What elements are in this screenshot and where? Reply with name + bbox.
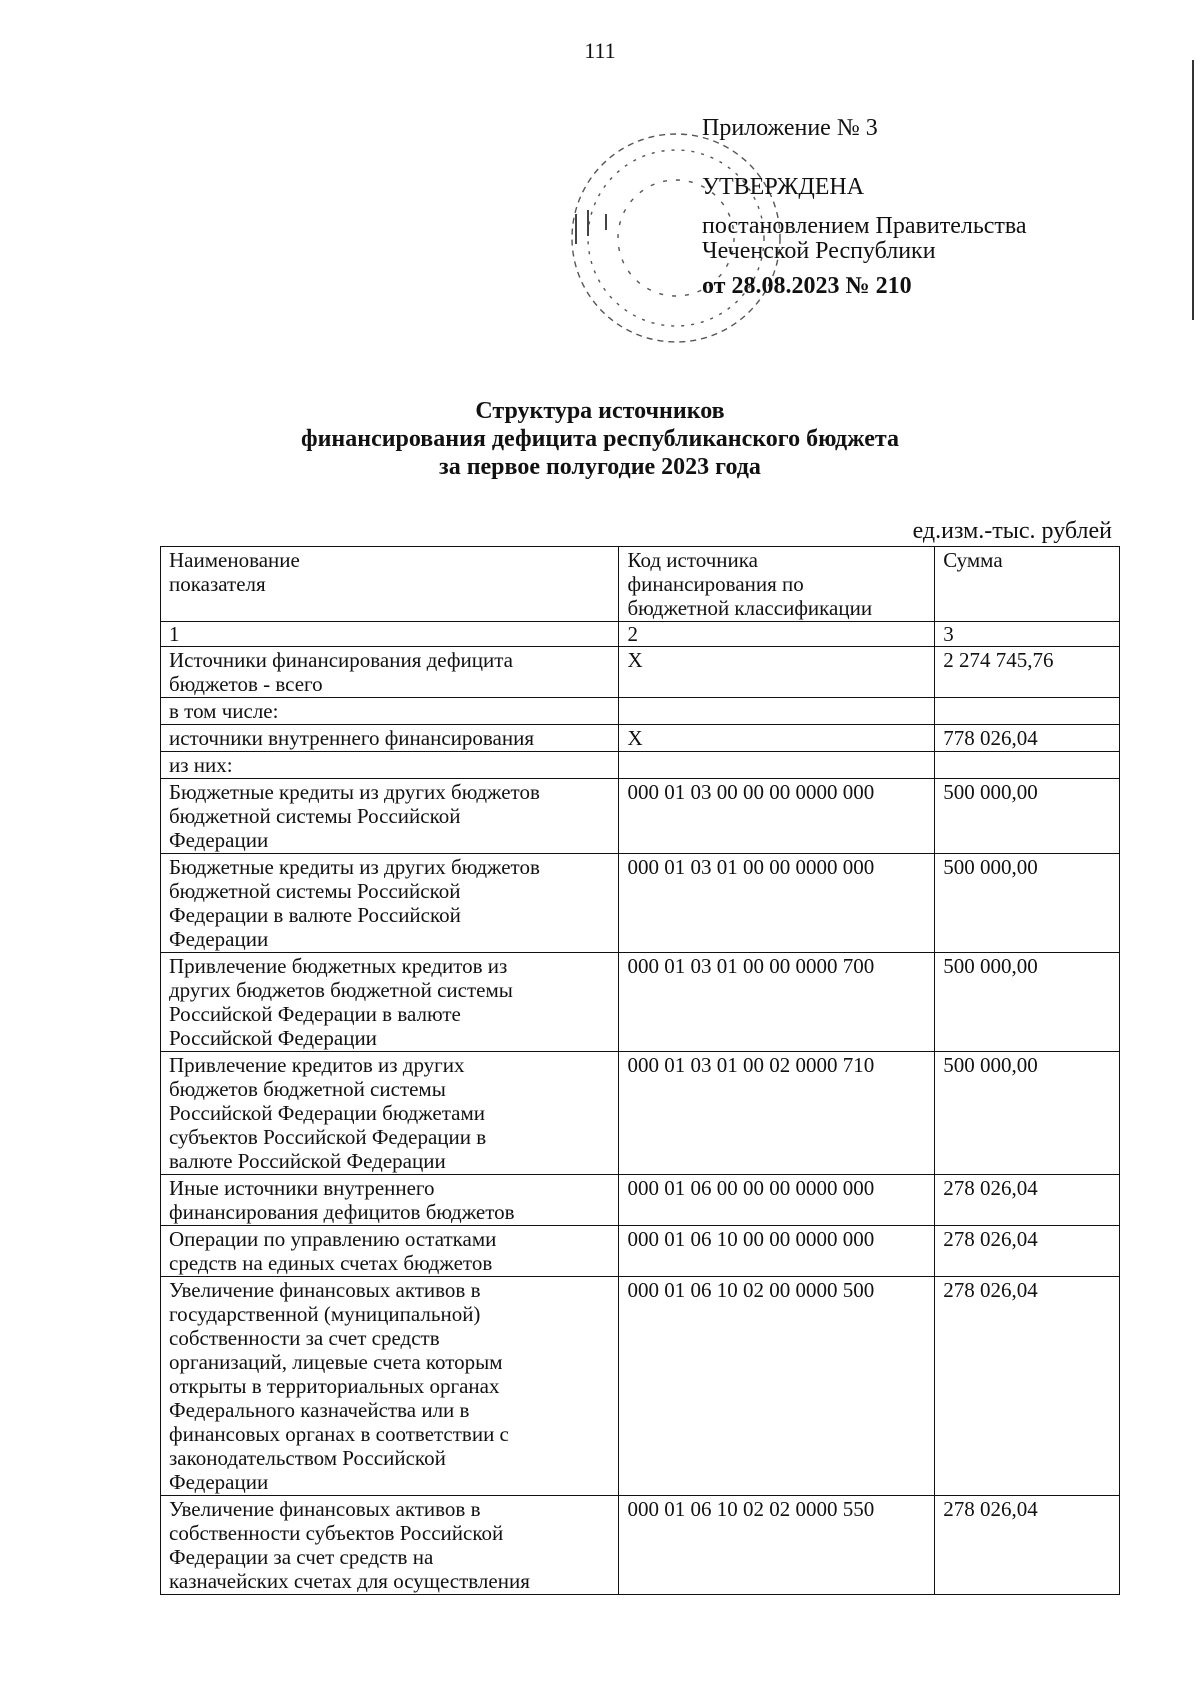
header-name-line: показателя (169, 572, 266, 596)
column-number-row (161, 622, 1120, 647)
indicator-name-line: открыты в территориальных органах (169, 1374, 500, 1398)
table-row (161, 725, 1120, 752)
indicator-name-line: Федерации в валюте Российской (169, 903, 461, 927)
sum-cell: 500 000,00 (935, 854, 1120, 953)
header-code-line: финансирования по (627, 572, 804, 596)
indicator-name-line: Федерации (169, 828, 269, 852)
column-number: 3 (935, 622, 1120, 647)
header-name (161, 547, 619, 622)
indicator-name-line: Операции по управлению остатками (169, 1227, 497, 1251)
indicator-name-line: государственной (муниципальной) (169, 1302, 481, 1326)
sum-cell: 500 000,00 (935, 779, 1120, 854)
sum-cell: 278 026,04 (935, 1175, 1120, 1226)
header-sum-line: Сумма (943, 548, 1003, 572)
indicator-name-cell (161, 1496, 619, 1595)
header-sum (935, 547, 1120, 622)
table-row (161, 1052, 1120, 1175)
indicator-name-line: финансирования дефицитов бюджетов (169, 1200, 515, 1224)
header-code-line: Код источника (627, 548, 758, 572)
approved-label: УТВЕРЖДЕНА (702, 174, 865, 200)
indicator-name-line: Бюджетные кредиты из других бюджетов (169, 855, 540, 879)
title-line-1: Структура источников (475, 398, 725, 424)
table-header-row (161, 547, 1120, 622)
source-code-cell: 000 01 06 10 02 02 0000 550 (619, 1496, 935, 1595)
indicator-name-cell (161, 1052, 619, 1175)
title-line-3: за первое полугодие 2023 года (439, 454, 761, 480)
indicator-name-line: финансовых органах в соответствии с (169, 1422, 509, 1446)
document-title (0, 397, 1200, 481)
scan-edge-mark (1192, 60, 1194, 320)
approved-by-line2: Чеченской Республики (702, 238, 936, 264)
sum-cell: 500 000,00 (935, 953, 1120, 1052)
table-row (161, 779, 1120, 854)
header-code-line: бюджетной классификации (627, 596, 873, 620)
indicator-name-line: средств на единых счетах бюджетов (169, 1251, 493, 1275)
title-line-2: финансирования дефицита республиканского бюджета (300, 426, 900, 452)
indicator-name-cell (161, 725, 619, 752)
sum-cell: 278 026,04 (935, 1226, 1120, 1277)
indicator-name-line: Привлечение бюджетных кредитов из (169, 954, 508, 978)
indicator-name-line: организаций, лицевые счета которым (169, 1350, 503, 1374)
source-code-cell: 000 01 03 00 00 00 0000 000 (619, 779, 935, 854)
table-row (161, 647, 1120, 698)
indicator-name-line: субъектов Российской Федерации в (169, 1125, 487, 1149)
indicator-name-line: Привлечение кредитов из других (169, 1053, 465, 1077)
sum-cell: 500 000,00 (935, 1052, 1120, 1175)
sum-cell (935, 752, 1120, 779)
indicator-name-cell (161, 1175, 619, 1226)
indicator-name-line: собственности за счет средств (169, 1326, 440, 1350)
indicator-name-cell (161, 698, 619, 725)
source-code-cell: 000 01 06 10 00 00 0000 000 (619, 1226, 935, 1277)
indicator-name-cell (161, 752, 619, 779)
sum-cell: 2 274 745,76 (935, 647, 1120, 698)
sum-cell (935, 698, 1120, 725)
indicator-name-cell (161, 953, 619, 1052)
indicator-name-line: источники внутреннего финансирования (169, 726, 534, 750)
source-code-cell: Х (619, 725, 935, 752)
indicator-name-line: Источники финансирования дефицита (169, 648, 513, 672)
indicator-name-line: Иные источники внутреннего (169, 1176, 435, 1200)
header-code (619, 547, 935, 622)
column-number: 1 (161, 622, 619, 647)
indicator-name-line: Федерации за счет средств на (169, 1545, 434, 1569)
table-row (161, 698, 1120, 725)
indicator-name-line: Российской Федерации в валюте (169, 1002, 461, 1026)
indicator-name-line: Федерации (169, 927, 269, 951)
indicator-name-cell (161, 1277, 619, 1496)
appendix-label: Приложение № 3 (702, 115, 878, 141)
source-code-cell: 000 01 03 01 00 02 0000 710 (619, 1052, 935, 1175)
source-code-cell: Х (619, 647, 935, 698)
table-row (161, 1226, 1120, 1277)
indicator-name-line: собственности субъектов Российской (169, 1521, 504, 1545)
indicator-name-line: бюджетной системы Российской (169, 804, 461, 828)
source-code-cell: 000 01 03 01 00 00 0000 700 (619, 953, 935, 1052)
source-code-cell (619, 752, 935, 779)
indicator-name-line: казначейских счетах для осуществления (169, 1569, 530, 1593)
table-row (161, 1175, 1120, 1226)
sum-cell: 278 026,04 (935, 1277, 1120, 1496)
indicator-name-line: Бюджетные кредиты из других бюджетов (169, 780, 540, 804)
sum-cell: 278 026,04 (935, 1496, 1120, 1595)
financing-sources-table (160, 546, 1120, 1595)
table-row (161, 1277, 1120, 1496)
indicator-name-line: валюте Российской Федерации (169, 1149, 446, 1173)
indicator-name-line: бюджетов - всего (169, 672, 323, 696)
indicator-name-line: других бюджетов бюджетной системы (169, 978, 513, 1002)
approval-date-number: от 28.08.2023 № 210 (702, 273, 912, 299)
indicator-name-line: Федерации (169, 1470, 269, 1494)
indicator-name-line: Увеличение финансовых активов в (169, 1278, 481, 1302)
indicator-name-line: Увеличение финансовых активов в (169, 1497, 481, 1521)
header-name-line: Наименование (169, 548, 300, 572)
indicator-name-line: бюджетов бюджетной системы (169, 1077, 446, 1101)
indicator-name-line: бюджетной системы Российской (169, 879, 461, 903)
indicator-name-line: в том числе: (169, 699, 279, 723)
table-row (161, 1496, 1120, 1595)
sum-cell: 778 026,04 (935, 725, 1120, 752)
approved-by-line1: постановлением Правительства (702, 213, 1027, 239)
source-code-cell: 000 01 03 01 00 00 0000 000 (619, 854, 935, 953)
indicator-name-line: из них: (169, 753, 233, 777)
source-code-cell (619, 698, 935, 725)
indicator-name-line: Российской Федерации (169, 1026, 377, 1050)
column-number: 2 (619, 622, 935, 647)
units-label: ед.изм.-тыс. рублей (912, 518, 1112, 544)
indicator-name-cell (161, 1226, 619, 1277)
table-row (161, 854, 1120, 953)
table-row (161, 752, 1120, 779)
source-code-cell: 000 01 06 00 00 00 0000 000 (619, 1175, 935, 1226)
indicator-name-cell (161, 647, 619, 698)
indicator-name-line: законодательством Российской (169, 1446, 446, 1470)
source-code-cell: 000 01 06 10 02 00 0000 500 (619, 1277, 935, 1496)
table-row (161, 953, 1120, 1052)
indicator-name-cell (161, 854, 619, 953)
indicator-name-line: Федерального казначейства или в (169, 1398, 470, 1422)
page-number: 111 (584, 38, 616, 63)
indicator-name-line: Российской Федерации бюджетами (169, 1101, 485, 1125)
indicator-name-cell (161, 779, 619, 854)
